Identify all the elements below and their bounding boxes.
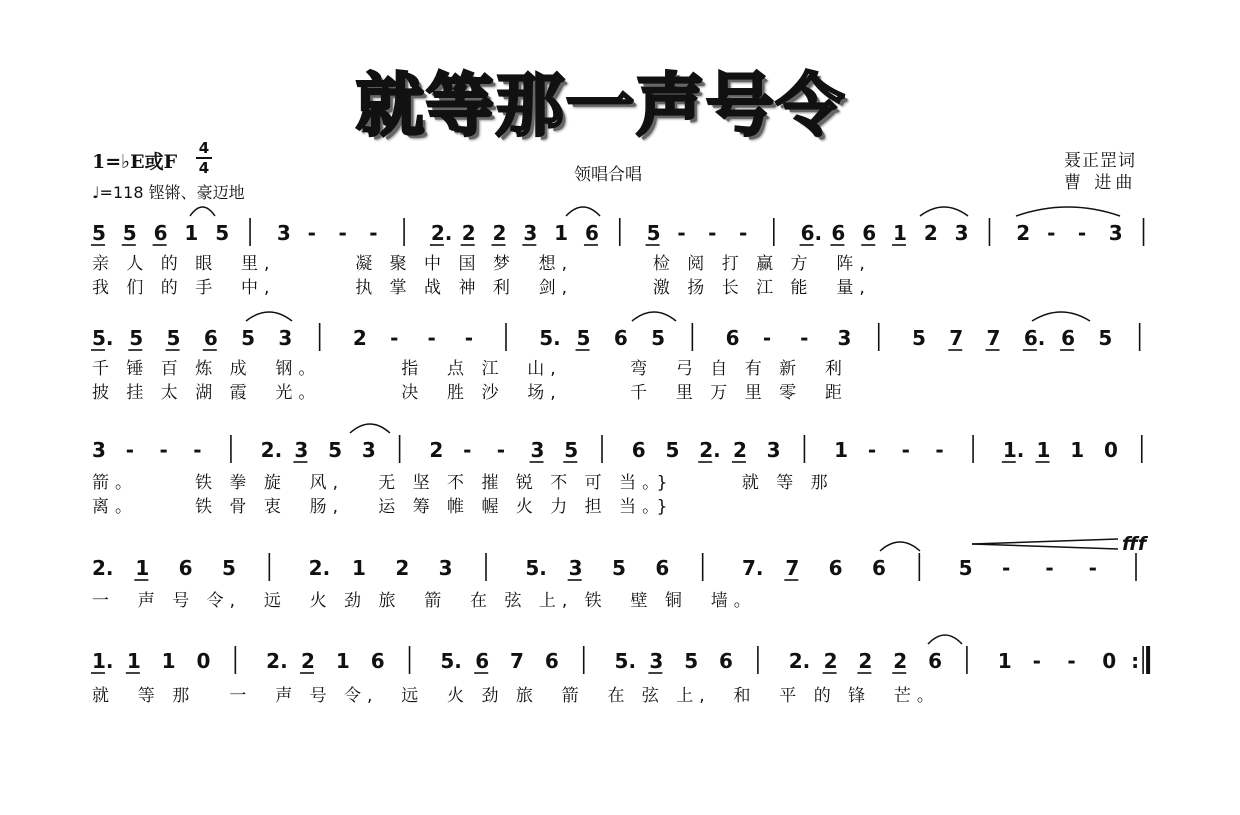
lyric-line: 箭。 铁 拳 旋 风, 无 坚 不 摧 锐 不 可 当。} 就 等 那	[92, 473, 834, 493]
note: 2	[858, 649, 873, 673]
time-signature-bottom: 4	[198, 159, 210, 177]
note: 6	[725, 326, 740, 350]
note: 2.	[699, 438, 721, 462]
note: 2	[301, 649, 315, 673]
note: 2	[893, 649, 908, 673]
repeat-dots: :	[1131, 649, 1140, 673]
note: 5	[651, 326, 666, 350]
note: 3	[361, 438, 376, 462]
note: 5	[684, 649, 699, 673]
note: 2	[732, 438, 747, 462]
note: 2.	[308, 556, 331, 580]
note: 1	[834, 438, 849, 462]
note: 3	[523, 221, 538, 245]
note: 2	[352, 326, 367, 350]
dash-note: -	[1047, 221, 1056, 245]
dash-note: -	[193, 438, 202, 462]
note: 1	[126, 649, 141, 673]
dash-note: -	[125, 438, 135, 462]
note: 6	[1061, 326, 1076, 350]
note: 5	[612, 556, 626, 580]
dash-note: -	[464, 326, 474, 350]
note: 5.	[539, 326, 561, 350]
note: 1	[161, 649, 176, 673]
slur	[1032, 312, 1090, 321]
note: 2.	[788, 649, 811, 673]
dash-note: -	[901, 438, 910, 462]
note: 2	[429, 438, 444, 462]
slur	[632, 312, 676, 321]
note: 5.	[440, 649, 462, 673]
note: 3	[278, 326, 293, 350]
note: 3	[92, 438, 106, 462]
note: 2	[1016, 221, 1031, 245]
dash-note: -	[1045, 556, 1054, 580]
note: 2.	[430, 221, 453, 245]
note: 6.	[800, 221, 823, 245]
note: 5	[576, 326, 591, 350]
slur	[566, 207, 600, 216]
note: 7	[785, 556, 800, 580]
note: 2	[823, 649, 838, 673]
note: 3	[276, 221, 291, 245]
dash-note: -	[762, 326, 772, 350]
note: 2	[923, 221, 938, 245]
note: 6	[831, 221, 846, 245]
note: 1	[554, 221, 569, 245]
note: 0	[1104, 438, 1118, 462]
slur	[350, 424, 390, 433]
dash-note: -	[427, 326, 436, 350]
note: 5	[665, 438, 680, 462]
dash-note: -	[159, 438, 168, 462]
song-title: 就等那一声号令	[356, 67, 847, 146]
note: 5	[328, 438, 343, 462]
dash-note: -	[935, 438, 944, 462]
note: 5.	[525, 556, 547, 580]
dash-note: -	[800, 326, 809, 350]
note: 6	[370, 649, 385, 673]
dash-note: -	[1032, 649, 1041, 673]
note: 5	[122, 221, 137, 245]
lyric-line: 千 锤 百 炼 成 钢。 指 点 江 山, 弯 弓 自 有 新 利	[92, 359, 848, 379]
slur	[920, 207, 968, 216]
note: 3	[954, 221, 969, 245]
note: 0	[196, 649, 211, 673]
lyric-line: 披 挂 太 湖 霞 光。 决 胜 沙 场, 千 里 万 里 零 距	[92, 383, 848, 403]
note: 2.	[92, 556, 114, 580]
note: 6	[719, 649, 733, 673]
note: 5	[646, 221, 661, 245]
note: 6	[475, 649, 490, 673]
note: 5	[564, 438, 579, 462]
note: 6	[928, 649, 943, 673]
note: 7.	[742, 556, 764, 580]
note: 1.	[1002, 438, 1025, 462]
lyricist-credit: 聂正罡词	[1064, 151, 1136, 171]
note: 3	[1108, 221, 1123, 245]
note: 2	[492, 221, 507, 245]
note: 3	[438, 556, 453, 580]
note: 2	[461, 221, 476, 245]
lyric-line: 一 声 号 令, 远 火 劲 旅 箭 在 弦 上, 铁 壁 铜 墙。	[92, 591, 757, 611]
note: 5.	[614, 649, 637, 673]
dash-note: -	[369, 221, 378, 245]
slur	[1016, 207, 1120, 216]
note: 6	[828, 556, 843, 580]
slur	[880, 542, 920, 551]
note: 2.	[266, 649, 288, 673]
dash-note: -	[463, 438, 472, 462]
note: 1	[1070, 438, 1085, 462]
note: 3	[294, 438, 309, 462]
composer-credit: 曹 进曲	[1064, 173, 1137, 193]
tempo-marking: ♩=118 铿锵、豪迈地	[92, 183, 245, 202]
note: 5	[129, 326, 144, 350]
dash-note: -	[708, 221, 717, 245]
note: 7	[986, 326, 1001, 350]
note: 6.	[1023, 326, 1046, 350]
dash-note: -	[496, 438, 506, 462]
note: 3	[837, 326, 852, 350]
note: 2	[395, 556, 410, 580]
note: 2.	[260, 438, 283, 462]
slur	[190, 207, 215, 216]
dash-note: -	[390, 326, 399, 350]
dash-note: -	[867, 438, 877, 462]
lyric-line: 我 们 的 手 中, 执 掌 战 神 利 剑, 激 扬 长 江 能 量,	[92, 278, 871, 298]
crescendo-hairpin-bottom	[972, 544, 1118, 549]
key-signature: 1=♭E或F	[92, 151, 178, 173]
note: 6	[153, 221, 168, 245]
note: 6	[178, 556, 193, 580]
note: 1	[1036, 438, 1051, 462]
note: 6	[203, 326, 218, 350]
note: 6	[872, 556, 886, 580]
note: 0	[1102, 649, 1117, 673]
note: 6	[613, 326, 628, 350]
lyric-line: 离。 铁 骨 衷 肠, 运 筹 帷 幄 火 力 担 当。}	[92, 497, 674, 517]
note: 5	[912, 326, 926, 350]
note: 5	[958, 556, 973, 580]
note: 5	[215, 221, 230, 245]
dash-note: -	[1002, 556, 1011, 580]
note: 5	[1098, 326, 1113, 350]
note: 3	[766, 438, 781, 462]
time-signature-top: 4	[198, 139, 210, 157]
note: 5	[222, 556, 236, 580]
lyric-line: 就 等 那 一 声 号 令, 远 火 劲 旅 箭 在 弦 上, 和 平 的 锋 芒。	[92, 686, 940, 706]
note: 5	[92, 221, 106, 245]
note: 3	[568, 556, 583, 580]
note: 7	[510, 649, 524, 673]
dash-note: -	[738, 221, 748, 245]
note: 6	[862, 221, 877, 245]
note: 6	[655, 556, 670, 580]
note: 3	[530, 438, 545, 462]
note: 5.	[92, 326, 114, 350]
note: 6	[544, 649, 559, 673]
note: 1	[893, 221, 907, 245]
dash-note: -	[1077, 221, 1087, 245]
dynamic-marking: fff	[1122, 533, 1147, 555]
dash-note: -	[1088, 556, 1097, 580]
dash-note: -	[338, 221, 347, 245]
note: 1	[997, 649, 1012, 673]
slur	[928, 635, 962, 644]
note: 1	[184, 221, 199, 245]
note: 7	[949, 326, 964, 350]
note: 1	[352, 556, 366, 580]
note: 1	[135, 556, 150, 580]
note: 1	[335, 649, 350, 673]
note: 5	[166, 326, 181, 350]
note: 6	[631, 438, 646, 462]
dash-note: -	[1067, 649, 1076, 673]
note: 3	[649, 649, 664, 673]
note: 1.	[92, 649, 114, 673]
performance-style: 领唱合唱	[574, 165, 642, 185]
slur	[246, 312, 292, 321]
crescendo-hairpin-top	[972, 539, 1118, 544]
dash-note: -	[307, 221, 316, 245]
lyric-line: 亲 人 的 眼 里, 凝 聚 中 国 梦 想, 检 阅 打 赢 方 阵,	[92, 254, 871, 274]
dash-note: -	[677, 221, 686, 245]
note: 5	[241, 326, 256, 350]
note: 6	[584, 221, 599, 245]
